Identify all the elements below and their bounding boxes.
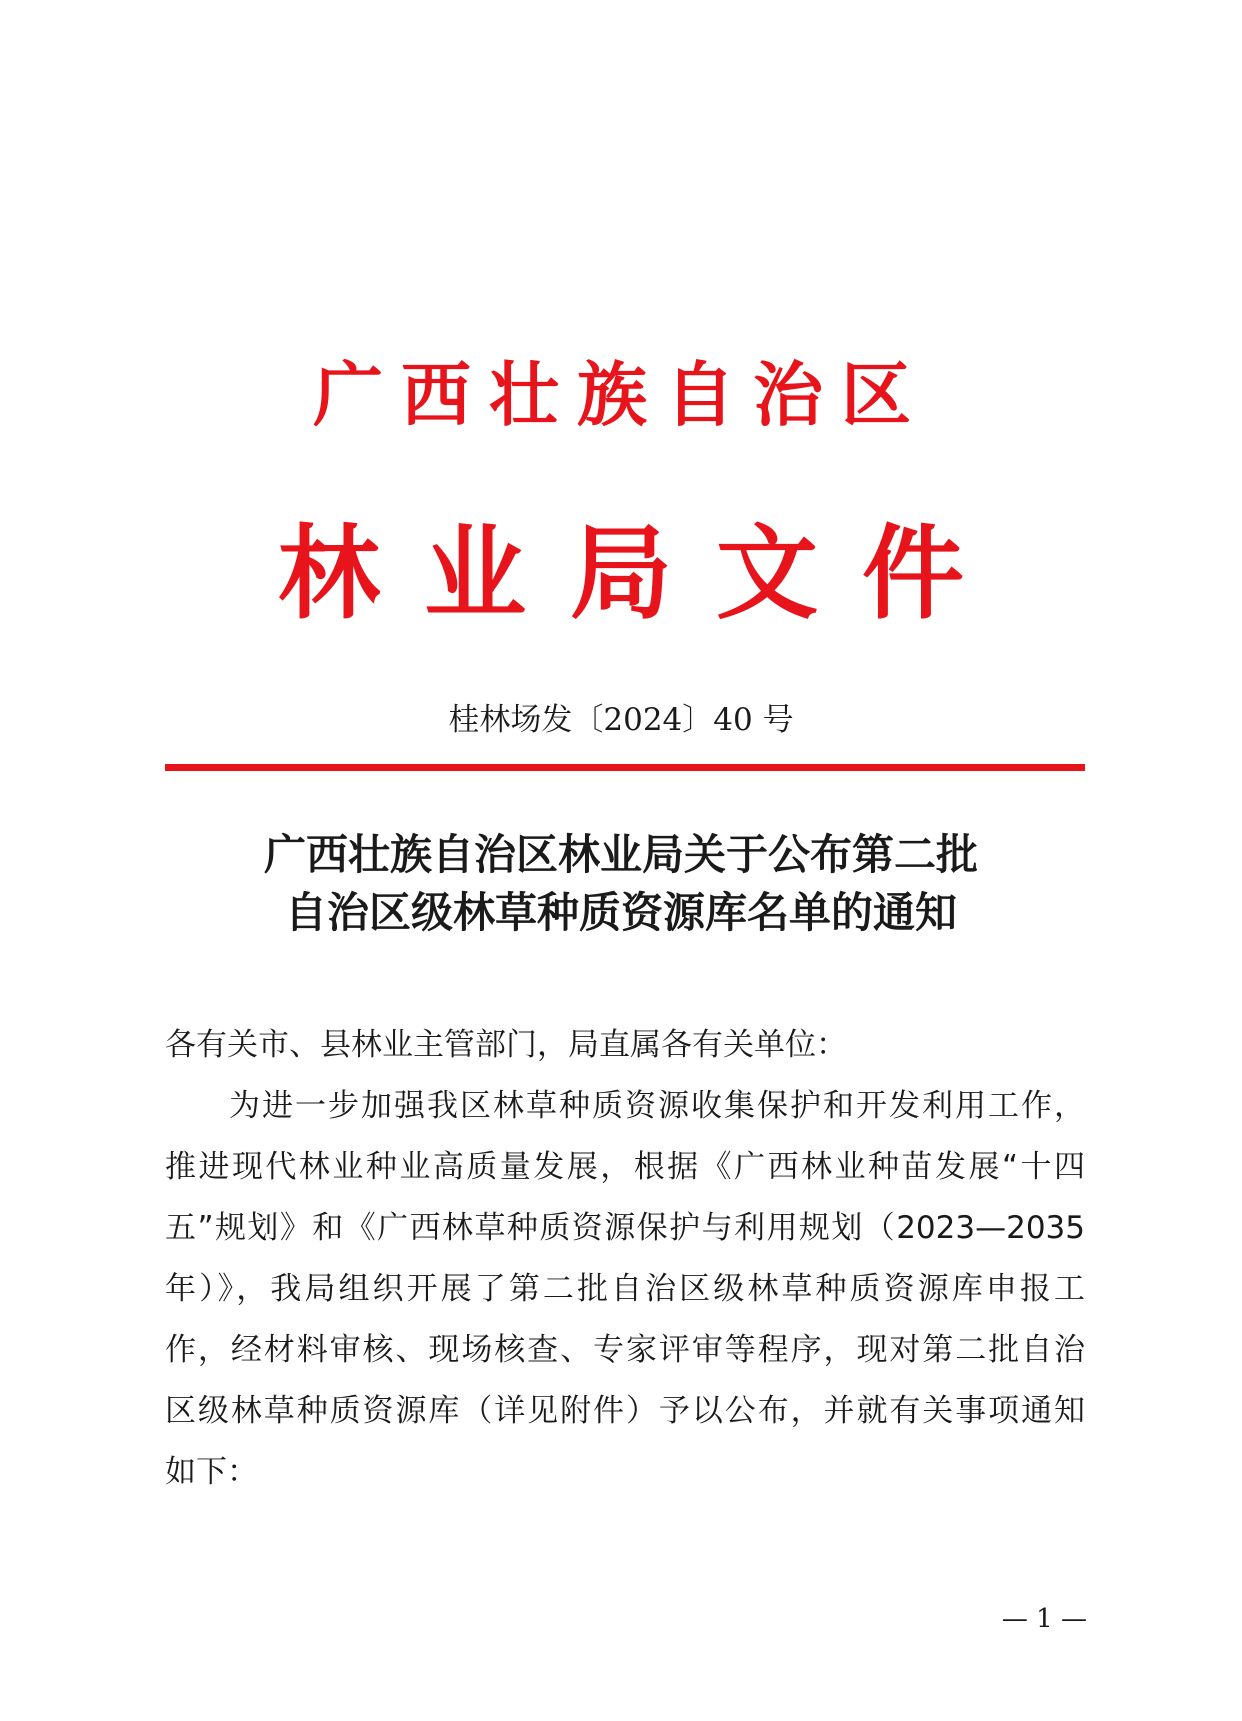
document-number: 桂林场发〔2024〕40 号 (448, 702, 794, 738)
title-line-2: 自治区级林草种质资源库名单的通知 (284, 888, 957, 937)
body-line: 推进现代林业种业高质量发展，根据《广西林业种苗发展“十四 (165, 1149, 1085, 1185)
body-line: 为进一步加强我区林草种质资源收集保护和开发利用工作， (229, 1088, 1085, 1124)
issuer-line-1: 广西壮族自治区 (313, 354, 929, 436)
document-title (0, 826, 1242, 942)
document-body (165, 1015, 1085, 1503)
title-line-1: 广西壮族自治区林业局关于公布第二批 (263, 830, 978, 879)
red-separator-line (165, 764, 1085, 771)
salutation: 各有关市、县林业主管部门，局直属各有关单位： (165, 1027, 847, 1063)
body-line: 区级林草种质资源库（详见附件）予以公布，并就有关事项通知 (165, 1393, 1085, 1429)
page-number: — 1 — (1001, 1604, 1087, 1634)
body-line: 如下： (165, 1454, 258, 1490)
issuer-line-2: 林业局文件 (278, 515, 1008, 634)
body-line: 作，经材料审核、现场核查、专家评审等程序，现对第二批自治 (165, 1332, 1085, 1368)
body-line: 五”规划》和《广西林草种质资源保护与利用规划（2023—2035 (165, 1210, 1085, 1246)
body-line: 年）》，我局组织开展了第二批自治区级林草种质资源库申报工 (165, 1271, 1085, 1307)
